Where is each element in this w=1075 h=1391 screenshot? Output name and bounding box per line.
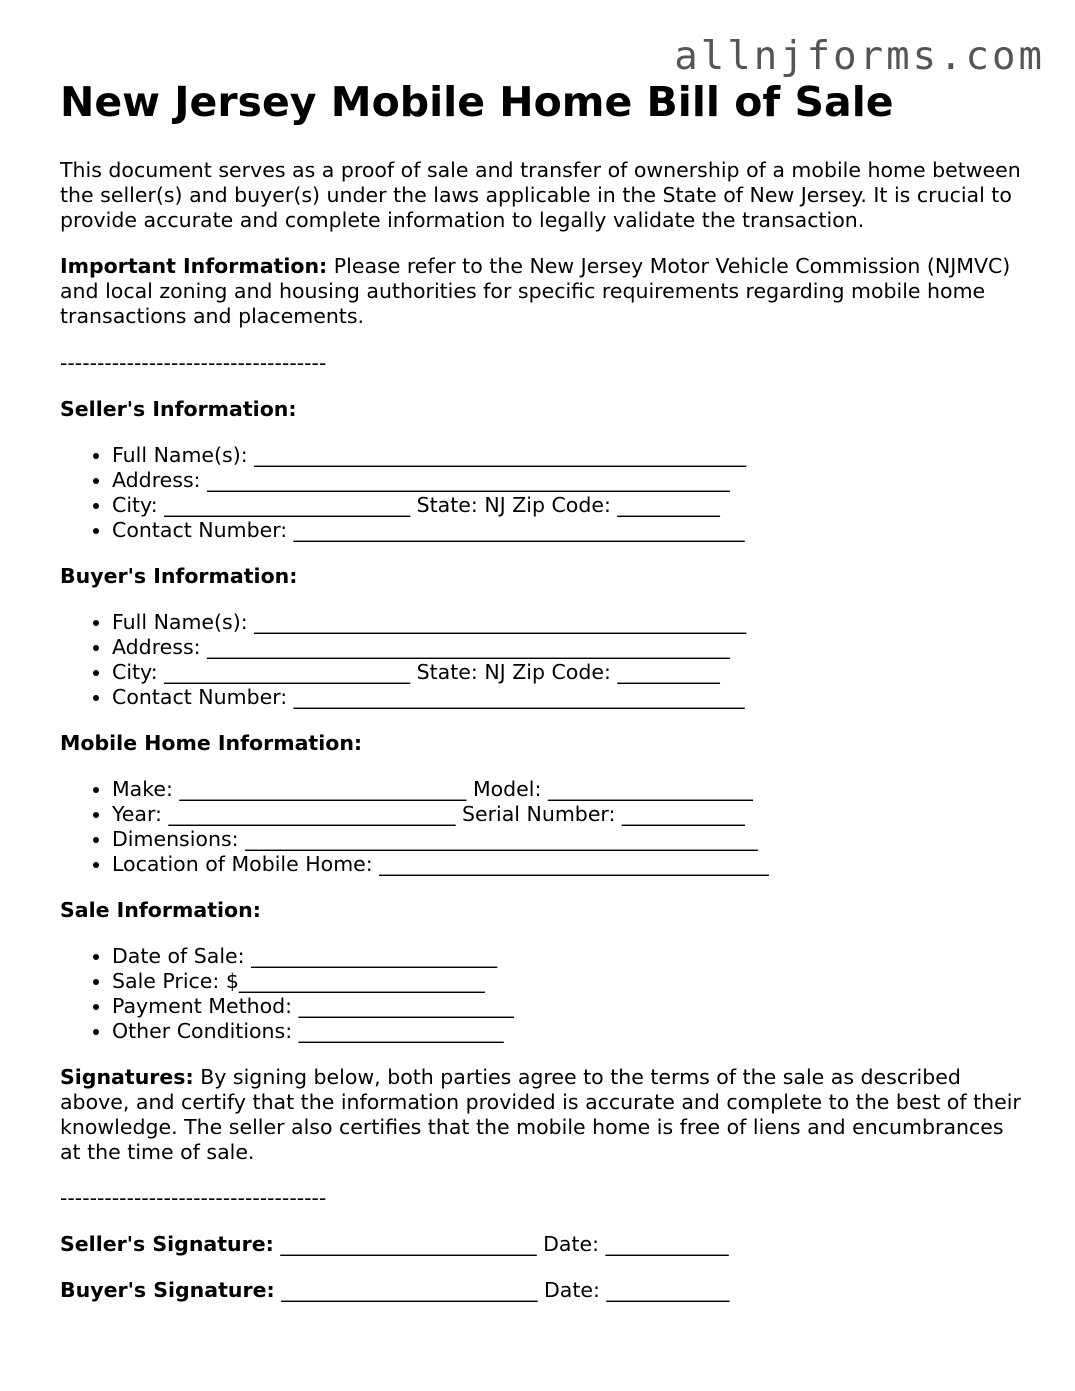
divider: ------------------------------------ <box>60 351 327 375</box>
mobile-home-section-title: Mobile Home Information: <box>60 731 363 755</box>
buyer-city-state-zip-field[interactable]: • City: ________________________ State: NJ Zip Code: __________ <box>112 660 1030 685</box>
seller-section-title: Seller's Information: <box>60 397 297 421</box>
buyer-signature-line[interactable] <box>60 1278 1030 1303</box>
sale-section-title: Sale Information: <box>60 898 261 922</box>
important-label: Important Information: <box>60 254 328 278</box>
seller-address-field[interactable]: • Address: ___________________________________________________ <box>112 468 1030 493</box>
sale-price-field[interactable]: • Sale Price: $________________________ <box>112 969 1030 994</box>
seller-fields <box>60 443 1030 543</box>
page-title: New Jersey Mobile Home Bill of Sale <box>60 78 894 126</box>
intro-paragraph: This document serves as a proof of sale and transfer of ownership of a mobile home between the seller(s) and buyer(s) under the laws applicable in the State of New Jersey. It is crucial to provide accurate and complete information to legally validate the transaction. <box>60 158 1021 232</box>
sale-fields <box>60 944 1030 1044</box>
important-text: Please refer to the New Jersey Motor Vehicle Commission (NJMVC) and local zoning and housing authorities for specific requirements regarding mobile home transactions and placements. <box>60 254 1011 328</box>
mobile-home-fields <box>60 777 1030 877</box>
other-conditions-field[interactable]: • Other Conditions: ____________________ <box>112 1019 1030 1044</box>
make-model-field[interactable]: • Make: ____________________________ Model: ____________________ <box>112 777 1030 802</box>
buyer-signature-label: Buyer's Signature: <box>60 1278 275 1302</box>
document-page <box>60 78 1030 1303</box>
seller-contact-number-field[interactable]: • Contact Number: ____________________________________________ <box>112 518 1030 543</box>
location-field[interactable]: • Location of Mobile Home: ______________________________________ <box>112 852 1030 877</box>
seller-signature-label: Seller's Signature: <box>60 1232 274 1256</box>
buyer-fields <box>60 610 1030 710</box>
dimensions-field[interactable]: • Dimensions: __________________________________________________ <box>112 827 1030 852</box>
signatures-text: By signing below, both parties agree to the terms of the sale as described above, and certify that the information provided is accurate and complete to the best of their knowledge. The seller also certifies that the mobile home is free of liens and encumbrances at the time of sale. <box>60 1065 1021 1164</box>
date-of-sale-field[interactable]: • Date of Sale: ________________________ <box>112 944 1030 969</box>
seller-signature-line[interactable] <box>60 1232 1030 1257</box>
buyer-section-title: Buyer's Information: <box>60 564 298 588</box>
seller-signature-blank[interactable]: _________________________ Date: ____________ <box>273 1232 729 1256</box>
buyer-full-name-field[interactable]: • Full Name(s): ________________________________________________ <box>112 610 1030 635</box>
buyer-signature-blank[interactable]: _________________________ Date: ____________ <box>274 1278 730 1302</box>
payment-method-field[interactable]: • Payment Method: _____________________ <box>112 994 1030 1019</box>
watermark: allnjforms.com <box>674 34 1045 79</box>
signatures-label: Signatures: <box>60 1065 194 1089</box>
seller-city-state-zip-field[interactable]: • City: ________________________ State: NJ Zip Code: __________ <box>112 493 1030 518</box>
divider: ------------------------------------ <box>60 1186 327 1210</box>
buyer-contact-number-field[interactable]: • Contact Number: ____________________________________________ <box>112 685 1030 710</box>
important-paragraph <box>60 254 1030 329</box>
signatures-paragraph <box>60 1065 1030 1165</box>
seller-full-name-field[interactable]: • Full Name(s): ________________________________________________ <box>112 443 1030 468</box>
buyer-address-field[interactable]: • Address: ___________________________________________________ <box>112 635 1030 660</box>
year-serial-field[interactable]: • Year: ____________________________ Serial Number: ____________ <box>112 802 1030 827</box>
